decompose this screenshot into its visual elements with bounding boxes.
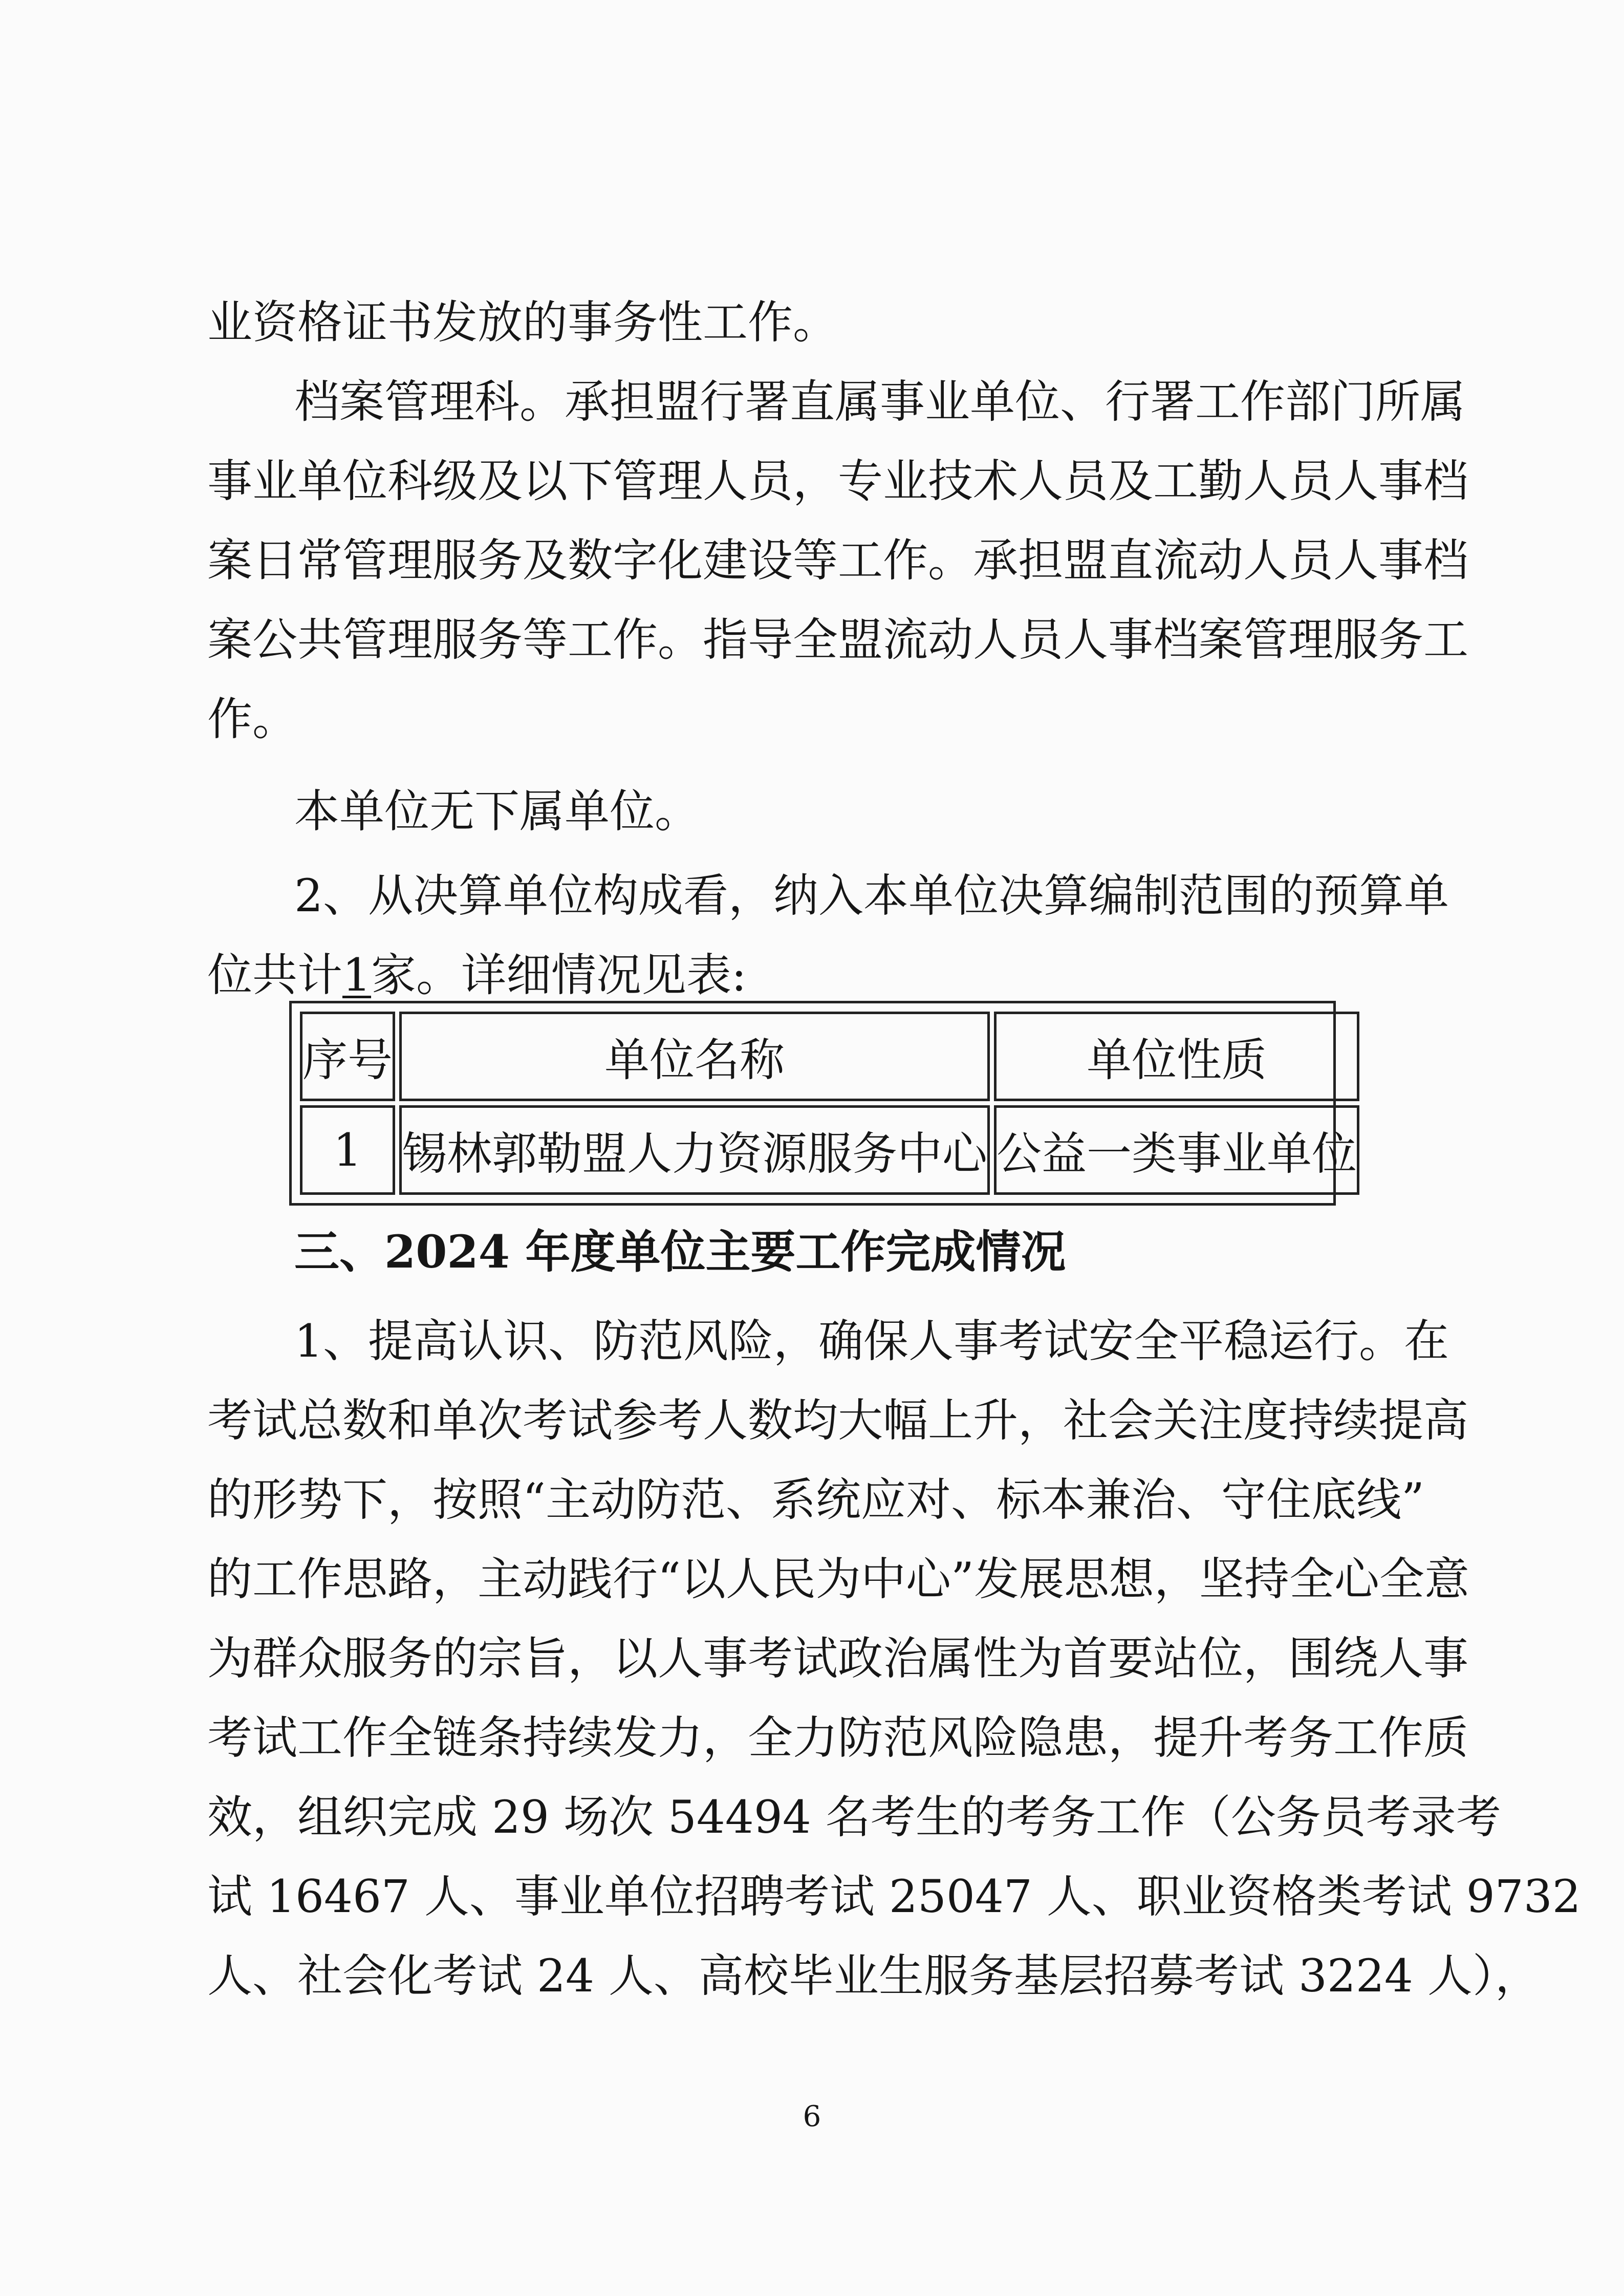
section-heading: 三、2024 年度单位主要工作完成情况 (294, 1225, 1066, 1278)
paragraph-line (207, 950, 747, 1001)
text-segment: 位共计 (207, 949, 343, 1001)
paragraph-line: 为群众服务的宗旨，以人事考试政治属性为首要站位，围绕人事 (207, 1632, 1469, 1685)
table-row (300, 1105, 1359, 1195)
paragraph-line: 试 16467 人、事业单位招聘考试 25047 人、职业资格类考试 9732 (207, 1870, 1581, 1923)
cell-name: 锡林郭勒盟人力资源服务中心 (399, 1105, 990, 1195)
header-cell-name: 单位名称 (399, 1012, 990, 1101)
paragraph-line: 案公共管理服务等工作。指导全盟流动人员人事档案管理服务工 (207, 613, 1469, 666)
header-cell-index: 序号 (300, 1012, 395, 1101)
cell-type: 公益一类事业单位 (994, 1105, 1359, 1195)
paragraph-line: 案日常管理服务及数字化建设等工作。承担盟直流动人员人事档 (207, 534, 1469, 587)
unit-count: 1 (342, 949, 372, 1001)
table-header-row (300, 1012, 1359, 1101)
paragraph-line: 档案管理科。承担盟行署直属事业单位、行署工作部门所属 (294, 375, 1466, 428)
unit-table (289, 1001, 1357, 1206)
paragraph-line: 的工作思路，主动践行“以人民为中心”发展思想，坚持全心全意 (207, 1553, 1469, 1605)
paragraph-line: 考试总数和单次考试参考人数均大幅上升，社会关注度持续提高 (207, 1394, 1469, 1447)
paragraph-line: 2、从决算单位构成看，纳入本单位决算编制范围的预算单 (294, 869, 1449, 922)
paragraph-line: 考试工作全链条持续发力，全力防范风险隐患，提升考务工作质 (207, 1711, 1469, 1764)
paragraph-line: 事业单位科级及以下管理人员，专业技术人员及工勤人员人事档 (207, 455, 1469, 507)
paragraph-line: 本单位无下属单位。 (294, 785, 700, 838)
unit-table-grid (296, 1007, 1363, 1199)
paragraph-line: 的形势下，按照“主动防范、系统应对、标本兼治、守住底线” (207, 1473, 1424, 1526)
paragraph-line: 作。 (207, 693, 298, 745)
paragraph-line: 效，组织完成 29 场次 54494 名考生的考务工作（公务员考录考 (207, 1791, 1501, 1843)
header-cell-type: 单位性质 (994, 1012, 1359, 1101)
cell-index: 1 (300, 1105, 395, 1195)
paragraph-line: 业资格证书发放的事务性工作。 (207, 296, 838, 349)
page-number: 6 (803, 2100, 821, 2133)
paragraph-line: 人、社会化考试 24 人、高校毕业生服务基层招募考试 3224 人）， (207, 1949, 1540, 2002)
paragraph-line: 1、提高认识、防范风险，确保人事考试安全平稳运行。在 (294, 1315, 1449, 1367)
text-segment: 家。详细情况见表: (371, 949, 747, 1001)
